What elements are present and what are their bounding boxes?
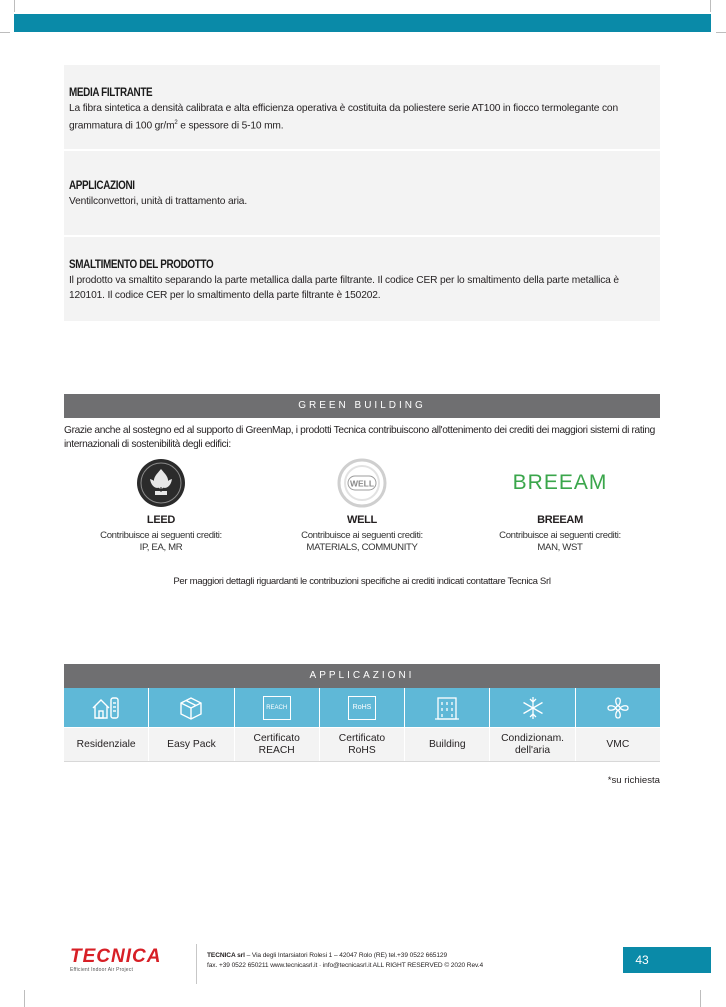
crop-mark [0, 32, 10, 33]
section-text: Ventilconvettori, unità di trattamento aria. [69, 196, 248, 207]
cert-desc: Contribuisce ai seguenti crediti: MATERIALS, COMMUNITY [301, 530, 423, 553]
box-icon [178, 695, 204, 721]
building-icon [433, 695, 461, 721]
cert-name: LEED [146, 514, 176, 526]
footer-divider [196, 944, 197, 984]
page-number-box [623, 947, 711, 973]
label-cell: Condizionam. dell'aria [490, 728, 575, 761]
label-cell: Certificato RoHS [320, 728, 405, 761]
applicazioni-band: APPLICAZIONI [64, 664, 660, 688]
crop-mark [24, 990, 25, 1007]
svg-text:WELL: WELL [349, 478, 375, 489]
section-heading: APPLICAZIONI [69, 180, 135, 192]
section-text: La fibra sintetica a densità calibrata e alta efficienza operativa è costituita da poliestere serie AT100 in fiocco termolegante con grammatura di 100 $gr/m^2$ e spessore di 5-10 mm. [69, 103, 618, 132]
leed-logo-icon [136, 458, 186, 508]
cert-name: BREEAM [537, 514, 583, 526]
icon-cell [64, 688, 149, 727]
brand-logo [70, 946, 161, 973]
applicazioni-label-row [64, 728, 660, 761]
green-building-note: Per maggiori dettagli riguardanti le contribuzioni specifiche ai crediti indicati contattare Tecnica Srl [173, 576, 551, 587]
residential-icon [91, 695, 121, 721]
applicazioni-icon-row [64, 688, 660, 727]
breeam-logo: BREEAM [512, 471, 608, 494]
footer-address: TECNICA srl – Via degli Intarsiatori Rolesi 1 – 42047 Rolo (RE) tel.+39 0522 665129 fax. +39 0522 650211 www.tecnicasrl.it · info@tecnicasrl.it ALL RIGHT RESERVED © 2020 Rev.4 [207, 952, 484, 969]
crop-mark [716, 32, 726, 33]
rohs-icon: RoHS [348, 696, 376, 720]
icon-cell [235, 688, 320, 727]
icon-cell [490, 688, 575, 727]
icon-cell [149, 688, 234, 727]
brand-name: TECNICA [70, 946, 162, 967]
icon-cell [320, 688, 405, 727]
crop-mark [700, 990, 701, 1007]
well-logo-icon [337, 458, 387, 508]
cert-desc: Contribuisce ai seguenti crediti: MAN, WST [499, 530, 621, 553]
section-smaltimento [64, 237, 660, 321]
section-heading: SMALTIMENTO DEL PRODOTTO [69, 259, 214, 271]
footnote-su-richiesta: *su richiesta [607, 775, 660, 786]
fan-icon [605, 695, 631, 721]
label-cell: Easy Pack [149, 728, 234, 761]
reach-icon: REACH [263, 696, 291, 720]
snowflake-icon [520, 695, 546, 721]
label-cell: Residenziale [64, 728, 149, 761]
crop-mark [710, 0, 711, 12]
table-bottom-rule [64, 761, 660, 762]
crop-mark [14, 0, 15, 12]
top-accent-bar [14, 14, 711, 32]
section-applicazioni-text [64, 151, 660, 235]
label-cell: VMC [606, 738, 630, 750]
section-media-filtrante [64, 65, 660, 149]
cert-breeam [465, 458, 655, 554]
green-building-band: GREEN BUILDING [64, 394, 660, 418]
page-number: 43 [635, 953, 649, 967]
cert-desc: Contribuisce ai seguenti crediti: IP, EA, MR [100, 530, 222, 553]
section-text: Il prodotto va smaltito separando la parte metallica dalla parte filtrante. Il codice CER per lo smaltimento della parte metallica è 120101. Il codice CER per lo smaltimento della parte filtrante è 150202. [69, 275, 619, 301]
label-cell: Building [405, 728, 490, 761]
icon-cell [405, 688, 490, 727]
icon-cell [576, 688, 660, 727]
cert-name: WELL [347, 514, 377, 526]
brand-tagline: Efficient Indoor Air Project [70, 967, 134, 973]
cert-leed [66, 458, 256, 554]
label-cell: Certificato REACH [235, 728, 320, 761]
section-heading: MEDIA FILTRANTE [69, 87, 153, 99]
cert-well [267, 458, 457, 554]
green-building-intro: Grazie anche al sostegno ed al supporto di GreenMap, i prodotti Tecnica contribuiscono all'ottenimento dei crediti dei maggiori sistemi di rating internazionali di sostenibilità degli edifici: [64, 425, 655, 450]
